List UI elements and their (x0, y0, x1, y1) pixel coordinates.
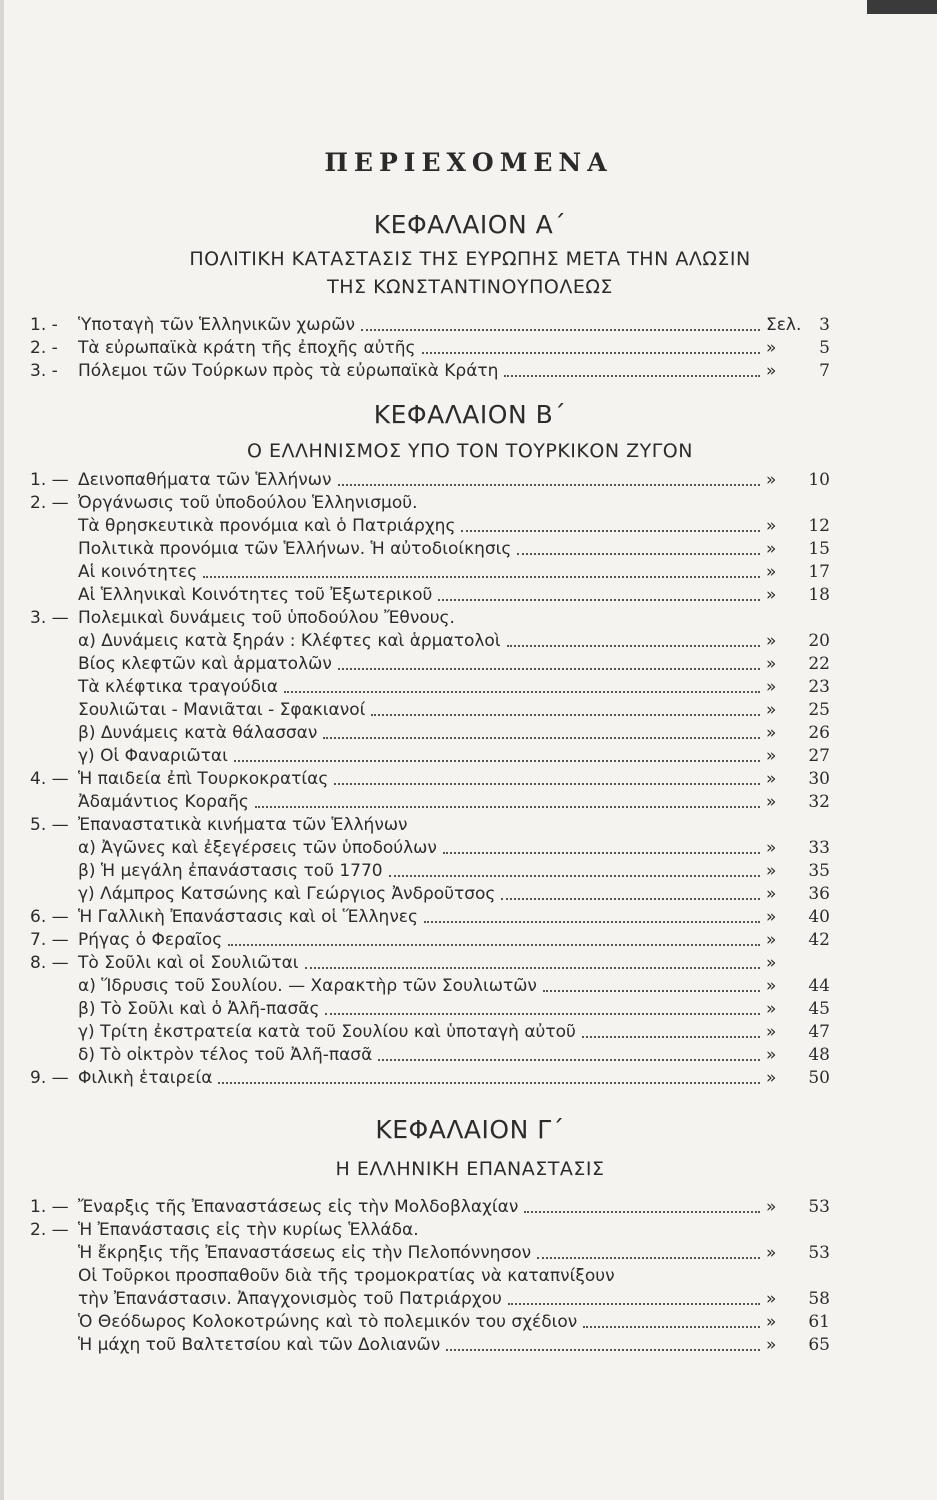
toc-entry: Ἡ ἔκρηξις τῆς Ἐπαναστάσεως εἰς τὴν Πελοπόννησον » 53 (78, 1243, 830, 1263)
dot-leader (507, 645, 760, 647)
page-number: 48 (808, 1045, 830, 1065)
toc-entry-text: Ρήγας ὁ Φεραῖος (78, 930, 223, 950)
toc-entry-text: Ἐπαναστατικὰ κινήματα τῶν Ἑλλήνων (78, 815, 408, 835)
toc-entry: 1. — Δεινοπαθήματα τῶν Ἑλλήνων » 10 (30, 470, 830, 490)
toc-entry-text: Αἱ κοινότητες (78, 562, 198, 582)
dot-leader (582, 1036, 760, 1038)
dot-leader (424, 921, 760, 923)
toc-entry-text: Σουλιῶται - Μανιᾶται - Σφακιανοί (78, 700, 366, 720)
toc-entry-text: δ) Τὸ οἰκτρὸν τέλος τοῦ Ἀλῆ-πασᾶ (78, 1045, 373, 1065)
page-number: 53 (808, 1197, 830, 1217)
chapter-b-heading: ΚΕΦΑΛΑΙΟΝ Β΄ (373, 400, 567, 429)
toc-entry: Ἡ μάχη τοῦ Βαλτετσίου καὶ τῶν Δολιανῶν » 65 (78, 1335, 830, 1355)
toc-entry-text: α) Ἀγῶνες καὶ ἐξεγέρσεις τῶν ὑποδούλων (78, 838, 437, 858)
toc-entry: β) Τὸ Σοῦλι καὶ ὁ Ἀλῆ-πασᾶς » 45 (78, 999, 830, 1019)
contents-title: ΠΕΡΙΕΧΟΜΕΝΑ (324, 148, 613, 177)
dot-leader (504, 375, 760, 377)
dot-leader (228, 944, 760, 946)
chapter-b-subtitle: Ο ΕΛΛΗΝΙΣΜΟΣ ΥΠΟ ΤΟΝ ΤΟΥΡΚΙΚΟΝ ΖΥΓΟΝ (247, 440, 693, 462)
page-number: 15 (808, 539, 830, 559)
page-number: 7 (819, 361, 830, 381)
toc-entry: γ) Οἱ Φαναριῶται » 27 (78, 746, 830, 766)
toc-entry-text: Δεινοπαθήματα τῶν Ἑλλήνων (78, 470, 332, 490)
toc-entry-text: β) Δυνάμεις κατὰ θάλασσαν (78, 723, 318, 743)
dot-leader (284, 691, 760, 693)
dot-leader (461, 530, 760, 532)
dot-leader (508, 1303, 760, 1305)
page-number: 20 (808, 631, 830, 651)
toc-entry: 2. — Ὀργάνωσις τοῦ ὑποδούλου Ἑλληνισμοῦ. (30, 493, 418, 513)
toc-entry: β) Δυνάμεις κατὰ θάλασσαν » 26 (78, 723, 830, 743)
dot-leader (334, 783, 760, 785)
toc-entry: 5. — Ἐπαναστατικὰ κινήματα τῶν Ἑλλήνων (30, 815, 408, 835)
toc-entry: 9. — Φιλικὴ ἑταιρεία » 50 (30, 1068, 830, 1088)
dot-leader (524, 1211, 760, 1213)
toc-entry-text: τὴν Ἐπανάστασιν. Ἀπαγχονισμὸς τοῦ Πατριάρχου (78, 1289, 502, 1309)
toc-entry: Τὰ κλέφτικα τραγούδια » 23 (78, 677, 830, 697)
toc-entry: δ) Τὸ οἰκτρὸν τέλος τοῦ Ἀλῆ-πασᾶ » 48 (78, 1045, 830, 1065)
page-number: 30 (808, 769, 830, 789)
toc-entry: τὴν Ἐπανάστασιν. Ἀπαγχονισμὸς τοῦ Πατριάρχου » 58 (78, 1289, 830, 1309)
dot-leader (517, 553, 760, 555)
dot-leader (543, 990, 760, 992)
toc-entry-text: β) Τὸ Σοῦλι καὶ ὁ Ἀλῆ-πασᾶς (78, 999, 320, 1019)
toc-entry: γ) Λάμπρος Κατσώνης καὶ Γεώργιος Ἀνδροῦτσος » 36 (78, 884, 830, 904)
dot-leader (234, 760, 760, 762)
toc-entry-text: γ) Λάμπρος Κατσώνης καὶ Γεώργιος Ἀνδροῦτσος (78, 884, 496, 904)
dot-leader (422, 352, 760, 354)
toc-entry-text: Ἡ Ἐπανάστασις εἰς τὴν κυρίως Ἑλλάδα. (78, 1220, 419, 1240)
toc-entry: Πολιτικὰ προνόμια τῶν Ἑλλήνων. Ἡ αὐτοδιοίκησις » 15 (78, 539, 830, 559)
toc-entry-text: Φιλικὴ ἑταιρεία (78, 1068, 213, 1088)
dot-leader (389, 875, 760, 877)
page-number: 12 (808, 516, 830, 536)
page-number: 45 (808, 999, 830, 1019)
toc-entry-text: Τὸ Σοῦλι καὶ οἱ Σουλιῶται (78, 953, 299, 973)
toc-entry: 1. - Ὑποταγὴ τῶν Ἑλληνικῶν χωρῶν Σελ. 3 (30, 315, 830, 335)
toc-entry-text: Ἡ παιδεία ἐπὶ Τουρκοκρατίας (78, 769, 329, 789)
dot-leader (338, 484, 760, 486)
toc-entry: α) Ἵδρυσις τοῦ Σουλίου. — Χαρακτὴρ τῶν Σουλιωτῶν » 44 (78, 976, 830, 996)
page-number: 32 (808, 792, 830, 812)
toc-entry: Βίος κλεφτῶν καὶ ἁρματολῶν » 22 (78, 654, 830, 674)
dot-leader (501, 898, 760, 900)
toc-entry-text: α) Ἵδρυσις τοῦ Σουλίου. — Χαρακτὴρ τῶν Σουλιωτῶν (78, 976, 537, 996)
toc-entry: Τὰ θρησκευτικὰ προνόμια καὶ ὁ Πατριάρχης » 12 (78, 516, 830, 536)
toc-entry: β) Ἡ μεγάλη ἐπανάστασις τοῦ 1770 » 35 (78, 861, 830, 881)
scan-corner-mark (867, 0, 937, 14)
toc-entry: 2. - Τὰ εὐρωπαϊκὰ κράτη τῆς ἐποχῆς αὐτῆς » 5 (30, 338, 830, 358)
chapter-c-subtitle: Η ΕΛΛΗΝΙΚΗ ΕΠΑΝΑΣΤΑΣΙΣ (335, 1158, 605, 1180)
page-number: 42 (808, 930, 830, 950)
toc-entry-text: Πόλεμοι τῶν Τούρκων πρὸς τὰ εὐρωπαϊκὰ Κράτη (78, 361, 499, 381)
toc-entry-text: Ὑποταγὴ τῶν Ἑλληνικῶν χωρῶν (78, 315, 355, 335)
page-number: 17 (808, 562, 830, 582)
toc-entry-text: Αἱ Ἑλληνικαὶ Κοινότητες τοῦ Ἐξωτερικοῦ (78, 585, 433, 605)
toc-entry: 8. — Τὸ Σοῦλι καὶ οἱ Σουλιῶται » (30, 953, 777, 973)
dot-leader (305, 967, 760, 969)
chapter-a-heading: ΚΕΦΑΛΑΙΟΝ Α΄ (373, 210, 567, 239)
toc-entry-text: Ἀδαμάντιος Κοραῆς (78, 792, 249, 812)
toc-entry: α) Δυνάμεις κατὰ ξηράν : Κλέφτες καὶ ἁρματολοὶ » 20 (78, 631, 830, 651)
chapter-a-subtitle-line-1: ΠΟΛΙΤΙΚΗ ΚΑΤΑΣΤΑΣΙΣ ΤΗΣ ΕΥΡΩΠΗΣ ΜΕΤΑ ΤΗΝ ΑΛΩΣΙΝ (189, 248, 751, 270)
dot-leader (218, 1082, 760, 1084)
toc-entry-text: Τὰ εὐρωπαϊκὰ κράτη τῆς ἐποχῆς αὐτῆς (78, 338, 416, 358)
toc-entry: Σουλιῶται - Μανιᾶται - Σφακιανοί » 25 (78, 700, 830, 720)
toc-entry: 4. — Ἡ παιδεία ἐπὶ Τουρκοκρατίας » 30 (30, 769, 830, 789)
toc-entry-text: γ) Οἱ Φαναριῶται (78, 746, 228, 766)
page-number: 5 (819, 338, 830, 358)
page-number: 35 (808, 861, 830, 881)
toc-entry-text: Ἡ μάχη τοῦ Βαλτετσίου καὶ τῶν Δολιανῶν (78, 1335, 441, 1355)
page-number: 22 (808, 654, 830, 674)
toc-entry: α) Ἀγῶνες καὶ ἐξεγέρσεις τῶν ὑποδούλων » 33 (78, 838, 830, 858)
page-number: 53 (808, 1243, 830, 1263)
toc-entry: γ) Τρίτη ἐκστρατεία κατὰ τοῦ Σουλίου καὶ ὑποταγὴ αὐτοῦ » 47 (78, 1022, 830, 1042)
toc-entry-text: β) Ἡ μεγάλη ἐπανάστασις τοῦ 1770 (78, 861, 383, 881)
page-number: 27 (808, 746, 830, 766)
dot-leader (371, 714, 760, 716)
dot-leader (443, 852, 760, 854)
page-number: 10 (808, 470, 830, 490)
chapter-c-heading: ΚΕΦΑΛΑΙΟΝ Γ΄ (375, 1115, 565, 1144)
dot-leader (361, 329, 760, 331)
dot-leader (583, 1326, 760, 1328)
toc-entry-text: Βίος κλεφτῶν καὶ ἁρματολῶν (78, 654, 332, 674)
dot-leader (446, 1349, 760, 1351)
page-number: 18 (808, 585, 830, 605)
page-number: 26 (808, 723, 830, 743)
toc-entry: Αἱ κοινότητες » 17 (78, 562, 830, 582)
toc-entry: 7. — Ρήγας ὁ Φεραῖος » 42 (30, 930, 830, 950)
toc-entry: Ἀδαμάντιος Κοραῆς » 32 (78, 792, 830, 812)
toc-entry-text: Ὁ Θεόδωρος Κολοκοτρώνης καὶ τὸ πολεμικόν του σχέδιον (78, 1312, 578, 1332)
chapter-a-subtitle-line-2: ΤΗΣ ΚΩΝΣΤΑΝΤΙΝΟΥΠΟΛΕΩΣ (327, 276, 613, 298)
toc-entry: 2. — Ἡ Ἐπανάστασις εἰς τὴν κυρίως Ἑλλάδα. (30, 1220, 419, 1240)
toc-entry-text: Πολιτικὰ προνόμια τῶν Ἑλλήνων. Ἡ αὐτοδιοίκησις (78, 539, 512, 559)
dot-leader (255, 806, 760, 808)
dot-leader (438, 599, 760, 601)
toc-entry-text: Ἡ ἔκρηξις τῆς Ἐπαναστάσεως εἰς τὴν Πελοπόννησον (78, 1243, 532, 1263)
page-number: 3 (819, 315, 830, 335)
toc-entry: 1. — Ἔναρξις τῆς Ἐπαναστάσεως εἰς τὴν Μολδοβλαχίαν » 53 (30, 1197, 830, 1217)
dot-leader (203, 576, 760, 578)
dot-leader (537, 1257, 760, 1259)
toc-entry-text: α) Δυνάμεις κατὰ ξηράν : Κλέφτες καὶ ἁρματολοὶ (78, 631, 501, 651)
page-number: 25 (808, 700, 830, 720)
toc-entry-text: Οἱ Τοῦρκοι προσπαθοῦν διὰ τῆς τρομοκρατίας νὰ καταπνίξουν (78, 1266, 615, 1286)
page-number: 23 (808, 677, 830, 697)
page-number: 36 (808, 884, 830, 904)
dot-leader (325, 1013, 760, 1015)
page-number: 65 (808, 1335, 830, 1355)
toc-entry (30, 1265, 830, 1288)
page-number: 44 (808, 976, 830, 996)
dot-leader (338, 668, 760, 670)
toc-entry-text: γ) Τρίτη ἐκστρατεία κατὰ τοῦ Σουλίου καὶ ὑποταγὴ αὐτοῦ (78, 1022, 576, 1042)
dot-leader (323, 737, 760, 739)
toc-entry-text: Ἔναρξις τῆς Ἐπαναστάσεως εἰς τὴν Μολδοβλαχίαν (78, 1197, 519, 1217)
page-number: 61 (808, 1312, 830, 1332)
toc-entry: 6. — Ἡ Γαλλικὴ Ἐπανάστασις καὶ οἱ Ἕλληνες » 40 (30, 907, 830, 927)
toc-entry-text: Ἡ Γαλλικὴ Ἐπανάστασις καὶ οἱ Ἕλληνες (78, 907, 418, 927)
toc-entry: 3. — Πολεμικαὶ δυνάμεις τοῦ ὑποδούλου Ἔθνους. (30, 608, 455, 628)
toc-entry: Αἱ Ἑλληνικαὶ Κοινότητες τοῦ Ἐξωτερικοῦ » 18 (78, 585, 830, 605)
page-number: 33 (808, 838, 830, 858)
page-number: 47 (808, 1022, 830, 1042)
toc-entry-text: Τὰ θρησκευτικὰ προνόμια καὶ ὁ Πατριάρχης (78, 516, 456, 536)
dot-leader (378, 1059, 760, 1061)
page-number: 58 (808, 1289, 830, 1309)
toc-entry: Ὁ Θεόδωρος Κολοκοτρώνης καὶ τὸ πολεμικόν του σχέδιον » 61 (78, 1312, 830, 1332)
page-number: 50 (808, 1068, 830, 1088)
toc-entry-text: Ὀργάνωσις τοῦ ὑποδούλου Ἑλληνισμοῦ. (78, 493, 418, 513)
page-edge (0, 0, 4, 1500)
toc-entry-text: Τὰ κλέφτικα τραγούδια (78, 677, 278, 697)
toc-entry: 3. - Πόλεμοι τῶν Τούρκων πρὸς τὰ εὐρωπαϊκὰ Κράτη » 7 (30, 361, 830, 381)
toc-entry-text: Πολεμικαὶ δυνάμεις τοῦ ὑποδούλου Ἔθνους. (78, 608, 455, 628)
page-number: 40 (808, 907, 830, 927)
